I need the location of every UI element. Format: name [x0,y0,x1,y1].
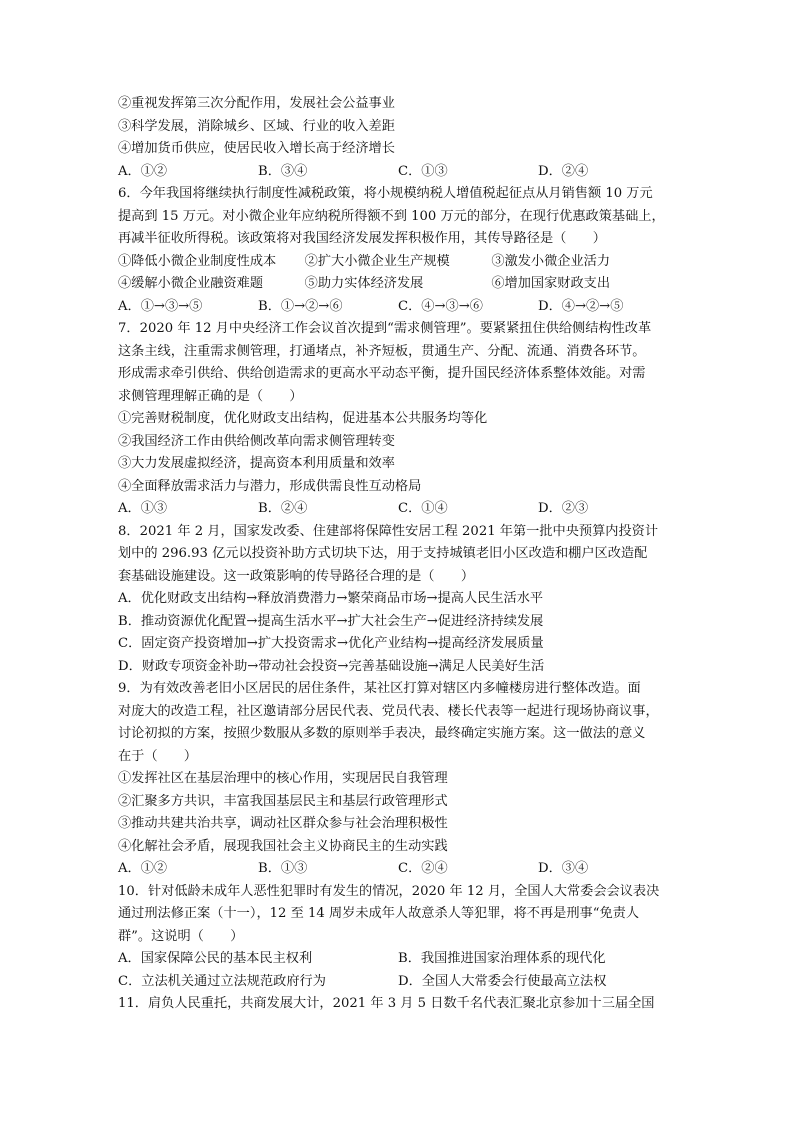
q9-options [118,858,678,881]
q10-stem-line-1: 10．针对低龄未成年人恶性犯罪时有发生的情况，2020 年 12 月，全国人大常委会会议表决 [118,883,660,899]
question-5-tail [118,93,678,183]
q6-item-3: ③激发小微企业活力 [491,253,611,269]
q10-stem-line-2: 通过刑法修正案（十一），12 至 14 周岁未成年人故意杀人等犯罪，将不再是刑事“免责人 [118,906,640,921]
q7-option-a: A．①③ [118,501,168,516]
q5-option-b: B．③④ [258,163,308,179]
q9-stem-line-2: 对庞大的改造工程，社区邀请部分居民代表、党员代表、楼长代表等一起进行现场协商议事， [118,703,659,719]
q7-option-b: B．②④ [258,501,308,516]
q6-option-c: C．④→③→⑥ [398,298,483,314]
q7-option-c: C．①④ [398,501,448,516]
q7-stem-line-3: 形成需求牵引供给、供给创造需求的更高水平动态平衡，提升国民经济体系整体效能。对需 [118,366,646,381]
q6-item-2: ②扩大小微企业生产规模 [304,253,450,269]
q10-option-c: C．立法机关通过立法规范政府行为 [118,973,326,989]
question-8 [118,521,678,679]
q6-items-row-2 [118,273,678,296]
q8-option-a: A．优化财政支出结构→释放消费潜力→繁荣商品市场→提高人民生活水平 [118,591,544,606]
q9-option-d: D．③④ [538,861,589,876]
q7-stem-line-1: 7．2020 年 12 月中央经济工作会议首次提到“需求侧管理”。要紧紧扭住供给侧结构性改革 [118,321,652,336]
q7-item-2: ②我国经济工作由供给侧改革向需求侧管理转变 [118,433,395,449]
question-10 [118,881,678,994]
q9-stem-line-3: 讨论初拟的方案，按照少数服从多数的原则举手表决，最终确定实施方案。这一做法的意义 [118,726,646,741]
q6-stem-line-1: 6．今年我国将继续执行制度性减税政策，将小规模纳税人增值税起征点从月销售额 10 万元 [118,186,653,201]
q7-item-1: ①完善财税制度，优化财政支出结构，促进基本公共服务均等化 [118,411,488,426]
q7-item-4: ④全面释放需求活力与潜力，形成供需良性互动格局 [118,478,422,494]
question-9 [118,678,678,881]
q6-stem-line-2: 提高到 15 万元。对小微企业年应纳税所得额不到 100 万元的部分，在现行优惠政策基础上， [118,208,665,224]
q9-option-b: B．①③ [258,861,308,876]
q9-stem-line-1: 9．为有效改善老旧小区居民的居住条件，某社区打算对辖区内多幢楼房进行整体改造。面 [118,681,641,696]
q6-item-6: ⑥增加国家财政支出 [491,276,611,291]
q5-option-c: C．①③ [398,163,448,179]
q5-item-3: ③科学发展，消除城乡、区域、行业的收入差距 [118,118,395,134]
q6-item-4: ④缓解小微企业融资难题 [118,276,264,291]
q6-option-a: A．①→③→⑤ [118,298,203,314]
q8-option-c: C．固定资产投资增加→扩大投资需求→优化产业结构→提高经济发展质量 [118,636,544,651]
q10-option-b: B．我国推进国家治理体系的现代化 [398,951,606,966]
q9-stem-line-4: 在于（ ） [118,748,198,764]
q8-stem-line-1: 8．2021 年 2 月，国家发改委、住建部将保障性安居工程 2021 年第一批中央预算内投资计 [118,523,659,539]
q5-option-a: A．①② [118,163,168,179]
q6-option-b: B．①→②→⑥ [258,298,343,314]
q8-option-b: B．推动资源优化配置→提高生活水平→扩大社会生产→促进经济持续发展 [118,613,544,629]
q10-option-d: D．全国人大常委会行使最高立法权 [398,973,607,989]
q10-option-a: A．国家保障公民的基本民主权利 [118,951,313,966]
q8-stem-line-2: 划中的 296.93 亿元以投资补助方式切块下达，用于支持城镇老旧小区改造和棚户区改造配 [118,546,648,561]
q8-stem-line-3: 套基础设施建设。这一政策影响的传导路径合理的是（ ） [118,568,475,584]
q6-items-row-1 [118,251,678,274]
q7-stem-line-2: 这条主线，注重需求侧管理，打通堵点，补齐短板，贯通生产、分配、流通、消费各环节。 [118,343,646,359]
q6-option-d: D．④→②→⑤ [538,298,624,314]
q5-option-d: D．②④ [538,163,589,179]
q9-item-3: ③推动共建共治共享，调动社区群众参与社会治理积极性 [118,816,448,831]
q9-option-c: C．②④ [398,861,448,876]
question-7 [118,318,678,521]
exam-page [118,93,678,1016]
q7-stem-line-4: 求侧管理理解正确的是（ ） [118,388,303,404]
q5-item-4: ④增加货币供应，使居民收入增长高于经济增长 [118,141,395,156]
q5-item-2: ②重视发挥第三次分配作用，发展社会公益事业 [118,96,395,111]
q5-options [118,161,678,184]
question-11 [118,993,678,1016]
q6-options [118,296,678,319]
q7-item-3: ③大力发展虚拟经济，提高资本利用质量和效率 [118,456,395,471]
q9-item-4: ④化解社会矛盾，展现我国社会主义协商民主的生动实践 [118,838,448,854]
q10-stem-line-3: 群”。这说明（ ） [118,928,244,944]
q6-item-5: ⑤助力实体经济发展 [304,276,424,291]
q9-item-2: ②汇聚多方共识，丰富我国基层民主和基层行政管理形式 [118,793,448,809]
q6-item-1: ①降低小微企业制度性成本 [118,253,277,269]
question-6 [118,183,678,318]
q6-stem-line-3: 再减半征收所得税。该政策将对我国经济发展发挥积极作用，其传导路径是（ ） [118,231,606,246]
q9-option-a: A．①② [118,861,168,876]
q7-option-d: D．②③ [538,501,589,516]
q8-option-d: D．财政专项资金补助→带动社会投资→完善基础设施→满足人民美好生活 [118,658,545,674]
q10-options-row-2 [118,971,678,994]
q11-stem-line-1: 11．肩负人民重托，共商发展大计，2021 年 3 月 5 日数千名代表汇聚北京参加十三届全国 [118,996,655,1011]
q7-options [118,498,678,521]
q10-options-row-1 [118,948,678,971]
q9-item-1: ①发挥社区在基层治理中的核心作用，实现居民自我管理 [118,771,448,786]
